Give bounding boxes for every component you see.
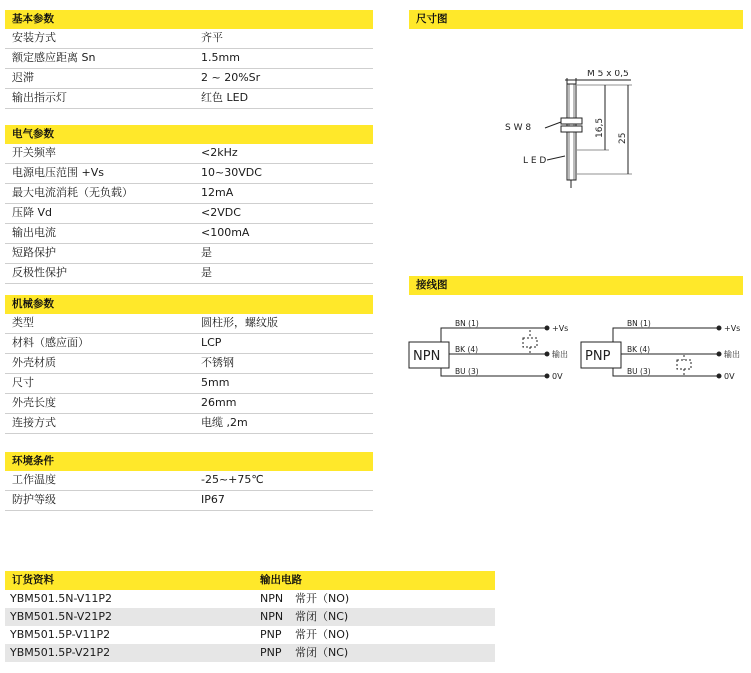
order-col-output: 输出电路 <box>260 574 302 586</box>
pnp-vs-label: +Vs <box>724 324 741 333</box>
order-col-model: 订货资料 <box>12 574 54 586</box>
table-row: 材料（感应面） LCP <box>5 334 373 354</box>
table-row: 最大电流消耗（无负载） 12mA <box>5 184 373 204</box>
pnp-label: PNP <box>585 349 611 364</box>
table-row: 压降 Vd <2VDC <box>5 204 373 224</box>
table-row: 开关频率 <2kHz <box>5 144 373 164</box>
dimension-drawing <box>505 70 665 195</box>
dim-25-label: 25 <box>618 132 628 144</box>
environment-header: 环境条件 <box>5 452 373 471</box>
table-row: 额定感应距离 Sn 1.5mm <box>5 49 373 69</box>
dimension-section <box>409 10 743 29</box>
electrical-params-section <box>5 125 373 284</box>
table-row: YBM501.5N-V21P2 NPN 常闭（NC) <box>5 608 495 626</box>
basic-params-section <box>5 10 373 109</box>
mechanical-params-section <box>5 295 373 434</box>
table-row: 防护等级 IP67 <box>5 491 373 511</box>
pnp-bu-label: BU (3) <box>627 367 651 376</box>
table-row: 输出电流 <100mA <box>5 224 373 244</box>
wiring-section <box>409 276 743 295</box>
table-row: YBM501.5P-V21P2 PNP 常闭（NC) <box>5 644 495 662</box>
electrical-params-header: 电气参数 <box>5 125 373 144</box>
npn-zero-label: 0V <box>552 372 563 381</box>
sw-label: S W 8 <box>505 123 532 133</box>
pnp-zero-label: 0V <box>724 372 735 381</box>
npn-bn-label: BN (1) <box>455 319 479 328</box>
order-table <box>5 571 495 662</box>
npn-label: NPN <box>413 349 441 364</box>
order-header <box>5 571 495 590</box>
wiring-diagram <box>405 318 745 382</box>
table-row: 外壳材质 不锈钢 <box>5 354 373 374</box>
table-row: YBM501.5N-V11P2 NPN 常开（NO) <box>10 592 350 605</box>
npn-vs-label: +Vs <box>552 324 569 333</box>
pnp-bn-label: BN (1) <box>627 319 651 328</box>
npn-out-label: 输出 <box>552 350 568 359</box>
pnp-bk-label: BK (4) <box>627 345 651 354</box>
table-row: 输出指示灯 红色 LED <box>5 89 373 109</box>
basic-params-header: 基本参数 <box>5 10 373 29</box>
table-row: 电源电压范围 +Vs 10~30VDC <box>5 164 373 184</box>
environment-section <box>5 452 373 511</box>
table-row: 短路保护 是 <box>5 244 373 264</box>
table-row: 安装方式 齐平 <box>5 29 373 49</box>
table-row: 工作温度 -25~+75℃ <box>5 471 373 491</box>
dim-16-5-label: 16,5 <box>595 117 605 138</box>
table-row: 类型 圆柱形，螺纹版 <box>5 314 373 334</box>
wiring-header: 接线图 <box>409 276 743 295</box>
npn-bu-label: BU (3) <box>455 367 479 376</box>
table-row: 迟滞 2 ~ 20%Sr <box>5 69 373 89</box>
table-row: YBM501.5P-V11P2 PNP 常开（NO) <box>10 628 350 641</box>
mechanical-params-header: 机械参数 <box>5 295 373 314</box>
led-label: L E D <box>523 156 547 166</box>
table-row: 反极性保护 是 <box>5 264 373 284</box>
dimension-header: 尺寸图 <box>409 10 743 29</box>
table-row: 连接方式 电缆 ,2m <box>5 414 373 434</box>
npn-bk-label: BK (4) <box>455 345 479 354</box>
table-row: 外壳长度 26mm <box>5 394 373 414</box>
pnp-out-label: 输出 <box>724 350 740 359</box>
thread-label: M 5 x 0,5 <box>587 70 629 79</box>
table-row: 尺寸 5mm <box>5 374 373 394</box>
